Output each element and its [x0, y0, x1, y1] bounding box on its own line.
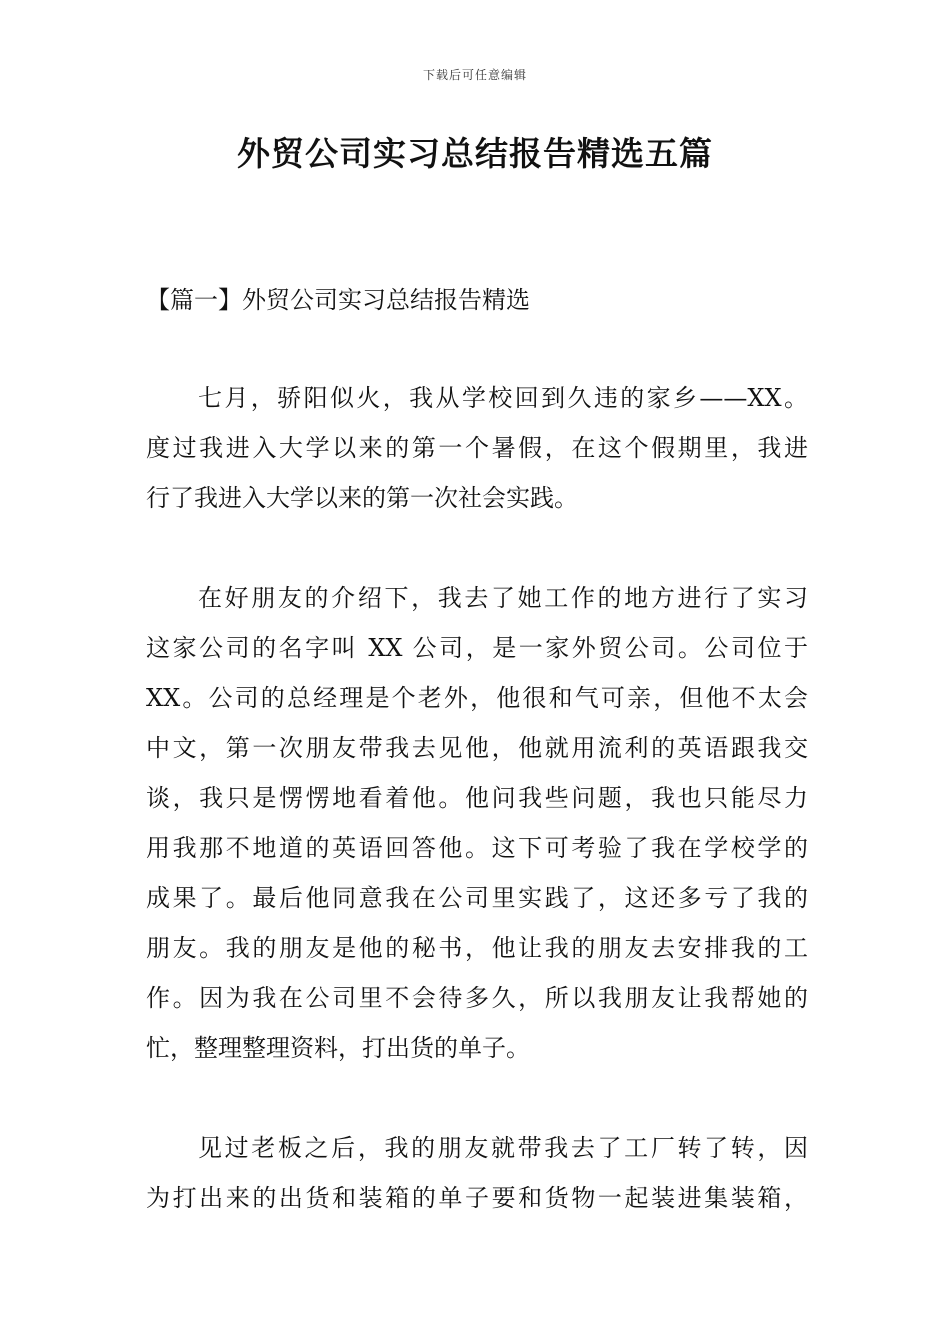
paragraph-line: 度过我进入大学以来的第一个暑假，在这个假期里，我进: [146, 434, 808, 462]
paragraph-line: 中文，第一次朋友带我去见他，他就用流利的英语跟我交: [146, 734, 808, 762]
paragraph-line: 在好朋友的介绍下，我去了她工作的地方进行了实习: [198, 584, 808, 612]
paragraph-line: 行了我进入大学以来的第一次社会实践。: [146, 484, 578, 512]
paragraph-line: 见过老板之后，我的朋友就带我去了工厂转了转，因: [198, 1134, 808, 1162]
paragraph-2: [146, 580, 808, 1080]
paragraph-line: 这家公司的名字叫 XX 公司，是一家外贸公司。公司位于: [146, 634, 808, 662]
paragraph-3: [146, 1130, 808, 1230]
paragraph-line: 朋友。我的朋友是他的秘书，他让我的朋友去安排我的工: [146, 934, 808, 962]
document-title: 外贸公司实习总结报告精选五篇: [237, 134, 713, 173]
paragraph-line: 忙，整理整理资料，打出货的单子。: [146, 1034, 530, 1062]
paragraph-1: [146, 380, 808, 530]
section-heading: 【篇一】外贸公司实习总结报告精选: [146, 286, 530, 314]
paragraph-line: 用我那不地道的英语回答他。这下可考验了我在学校学的: [146, 834, 808, 862]
paragraph-line: 为打出来的出货和装箱的单子要和货物一起装进集装箱，: [146, 1184, 808, 1212]
paragraph-line: 谈，我只是愣愣地看着他。他问我些问题，我也只能尽力: [146, 784, 808, 812]
paragraph-line: 作。因为我在公司里不会待多久，所以我朋友让我帮她的: [146, 984, 808, 1012]
paragraph-line: XX。公司的总经理是个老外，他很和气可亲，但他不太会: [146, 684, 808, 712]
paragraph-line: 七月，骄阳似火，我从学校回到久违的家乡——XX。: [198, 384, 808, 412]
paragraph-line: 成果了。最后他同意我在公司里实践了，这还多亏了我的: [146, 884, 808, 912]
header-note: 下载后可任意编辑: [422, 68, 527, 82]
